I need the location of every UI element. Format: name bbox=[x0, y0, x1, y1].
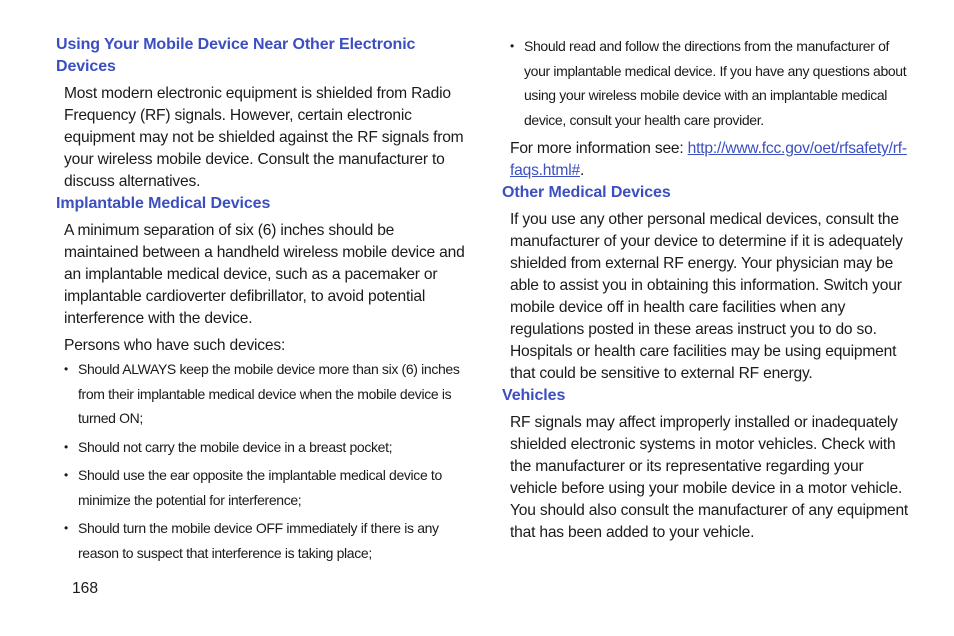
paragraph-separation: A minimum separation of six (6) inches should be maintained between a handheld wireless mobile device and an implantable medical device, such as a pacemaker or implantable cardioverter defibrillator, to avoid potential interference with the device. bbox=[64, 222, 465, 327]
paragraph-more-info: For more information see: http://www.fcc.gov/oet/rfsafety/rf-faqs.html#. bbox=[510, 140, 907, 179]
bullet-icon: • bbox=[64, 468, 68, 482]
paragraph-other-medical: If you use any other personal medical devices, consult the manufacturer of your device to determine if it is adequately shielded from external RF energy. Your physician may be able to assist you in obtaining this information. Switch your mobile device off in health care facilities when any regulations posted in these areas instruct you to do so. Hospitals or health care facilities may be using equipment that could be sensitive to external RF energy. bbox=[510, 211, 903, 382]
bullet-icon: • bbox=[64, 362, 68, 376]
bullet-icon: • bbox=[510, 39, 514, 53]
left-column bbox=[56, 34, 466, 565]
list-item: • Should ALWAYS keep the mobile device more than six (6) inches from their implantable medical device when the mobile device is turned ON; bbox=[56, 357, 466, 431]
bullet-icon: • bbox=[64, 439, 68, 454]
section-heading-vehicles: Vehicles bbox=[502, 387, 566, 404]
right-column bbox=[502, 34, 912, 544]
list-item: • Should use the ear opposite the implantable medical device to minimize the potential for interference; bbox=[56, 463, 466, 512]
fcc-faq-link[interactable]: http://www.fcc.gov/oet/rfsafety/rf-faqs.html# bbox=[510, 140, 907, 179]
paragraph-vehicles: RF signals may affect improperly installed or inadequately shielded electronic systems in motor vehicles. Check with the manufacturer or its representative regarding your vehicle before using your mobile device in a motor vehicle. You should also consult the manufacturer of any equipment that has been added to your vehicle. bbox=[510, 414, 909, 541]
page-number: 168 bbox=[72, 580, 99, 597]
section-heading-electronic-devices: Using Your Mobile Device Near Other Electronic Devices bbox=[56, 36, 416, 75]
list-item: • Should turn the mobile device OFF immediately if there is any reason to suspect that interference is taking place; bbox=[56, 516, 466, 565]
bullet-list-continued bbox=[502, 34, 912, 132]
list-item: • Should read and follow the directions from the manufacturer of your implantable medical device. If you have any questions about using your wireless mobile device with an implantable medical device, consult your health care provider. bbox=[502, 34, 912, 132]
bullet-list-persons bbox=[56, 357, 466, 565]
list-item: • Should not carry the mobile device in a breast pocket; bbox=[56, 435, 466, 460]
paragraph-shielding: Most modern electronic equipment is shielded from Radio Frequency (RF) signals. However, certain electronic equipment may not be shielded against the RF signals from your wireless mobile device. Consult the manufacturer to discuss alternatives. bbox=[64, 85, 464, 190]
bullet-icon: • bbox=[64, 521, 68, 535]
paragraph-persons: Persons who have such devices: bbox=[64, 337, 286, 354]
section-heading-implantable: Implantable Medical Devices bbox=[56, 195, 271, 212]
section-heading-other-medical: Other Medical Devices bbox=[502, 184, 671, 201]
